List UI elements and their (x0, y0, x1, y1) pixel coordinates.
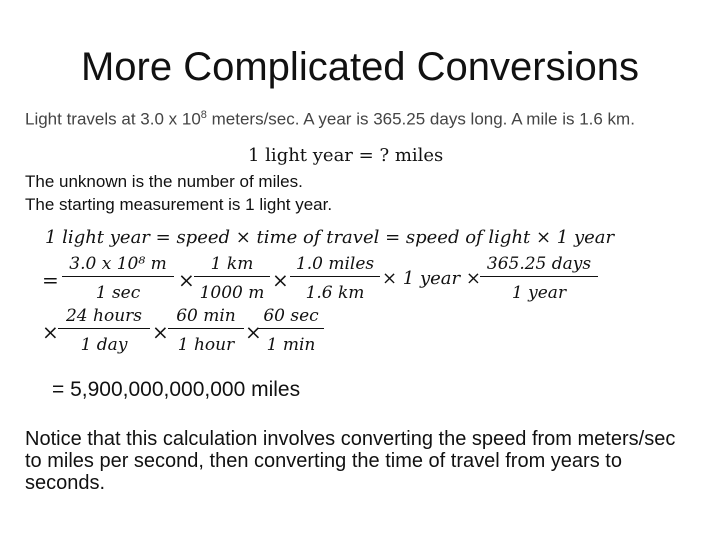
fraction-min-den: 1 hour (177, 335, 235, 355)
times-sign-4: × (152, 320, 169, 344)
fraction-speed (62, 254, 174, 303)
equation-top: 1 light year = ? miles (248, 145, 444, 166)
slide-title: More Complicated Conversions (80, 45, 639, 89)
fraction-sec (258, 306, 324, 355)
bullet-starting (25, 195, 332, 215)
result-line: = 5,900,000,000,000 miles (52, 378, 301, 401)
fraction-hours-num: 24 hours (58, 306, 150, 329)
fraction-days-den: 1 year (511, 283, 567, 303)
notice-paragraph: Notice that this calculation involves converting the speed from meters/sec to miles per second, then converting the time of travel from years to seconds. (25, 428, 676, 494)
equation-line1: 1 light year = speed × time of travel = speed of light × 1 year (45, 227, 615, 248)
fraction-miles (290, 254, 380, 303)
bullet-starting-text: The starting measurement is 1 light year. (25, 195, 333, 214)
intro-part2: meters/sec. A year is 365.25 days long. A mile is 1.6 km. (206, 109, 635, 129)
fraction-speed-den: 1 sec (95, 283, 141, 303)
fraction-km (194, 254, 270, 303)
fraction-speed-num: 3.0 x 10⁸ m (62, 254, 174, 277)
times-sign-2: × (272, 268, 289, 292)
fraction-sec-den: 1 min (266, 335, 316, 355)
intro-part1: Light travels at 3.0 x 10 (25, 109, 201, 129)
times-sign-3: × (42, 320, 59, 344)
times-sign-1: × (178, 268, 195, 292)
intro-text (25, 105, 665, 130)
fraction-km-num: 1 km (194, 254, 270, 277)
fraction-miles-num: 1.0 miles (290, 254, 380, 277)
fraction-days-num: 365.25 days (480, 254, 598, 277)
fraction-min (168, 306, 244, 355)
times-sign-5: × (245, 320, 262, 344)
fraction-sec-num: 60 sec (258, 306, 324, 329)
bullet-unknown-text: The unknown is the number of miles. (25, 172, 303, 191)
fraction-hours-den: 1 day (80, 335, 128, 355)
middle-year-term: × 1 year × (382, 268, 481, 289)
bullet-unknown (25, 172, 303, 192)
fraction-hours (58, 306, 150, 355)
equals-sign: = (42, 268, 59, 292)
intro-exponent: 8 (200, 109, 207, 121)
fraction-miles-den: 1.6 km (305, 283, 365, 303)
fraction-km-den: 1000 m (199, 283, 265, 303)
fraction-min-num: 60 min (168, 306, 244, 329)
fraction-days (480, 254, 598, 303)
